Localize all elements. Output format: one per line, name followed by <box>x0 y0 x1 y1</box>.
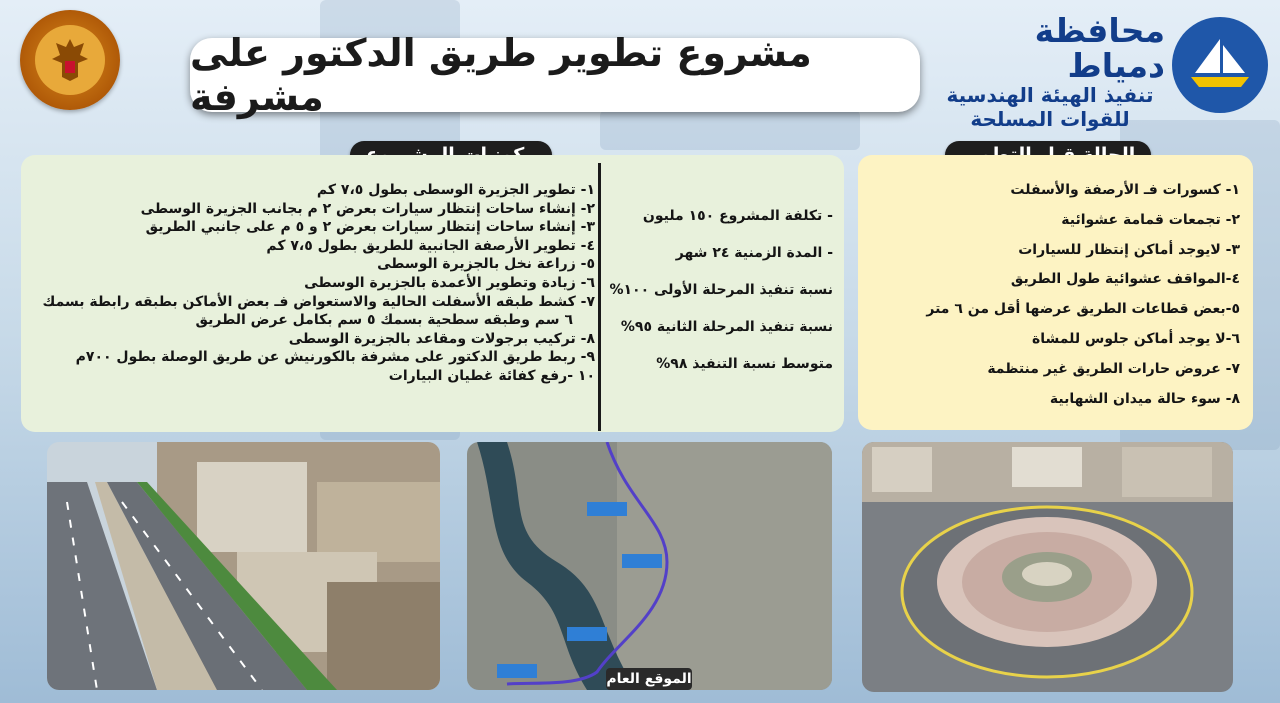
before-item: ١- كسورات فـ الأرصفة والأسفلت <box>1010 182 1240 198</box>
component-item: ٦ سم وطبقه سطحية بسمك ٥ سم بكامل عرض الطريق <box>195 312 573 329</box>
component-item: ٧- كشط طبقه الأسفلت الحالية والاستعواض فـ بعض الأماكن بطبقه رابطة بسمك <box>42 293 595 310</box>
before-item: ٤-المواقف عشوائية طول الطريق <box>1010 271 1240 288</box>
panel-divider <box>598 163 601 431</box>
component-item: ١- تطوير الجزيرة الوسطى بطول ٧،٥ كم <box>316 182 595 198</box>
component-item: ٦- زيادة وتطوير الأعمدة بالجزيرة الوسطى <box>304 274 595 291</box>
roundabout-photo <box>862 442 1233 692</box>
stat-cost: - تكلفة المشروع ١٥٠ مليون <box>642 208 833 224</box>
governorate-block <box>935 11 1165 132</box>
stat-phase1: نسبة تنفيذ المرحلة الأولى ١٠٠% <box>609 282 833 298</box>
title-banner <box>190 31 920 119</box>
before-item: ٦-لا يوجد أماكن جلوس للمشاة <box>1032 330 1240 347</box>
before-item: ٢- تجمعات قمامة عشوائية <box>1061 211 1240 228</box>
before-item: ٣- لايوجد أماكن إنتظار للسيارات <box>1018 241 1240 258</box>
stat-duration: - المدة الزمنية ٢٤ شهر <box>675 245 833 261</box>
stat-phase2: نسبة تنفيذ المرحلة الثانية ٩٥% <box>620 319 833 335</box>
sailboat-logo-icon <box>1172 17 1268 113</box>
component-item: ٤- تطوير الأرصفة الجانبية للطريق بطول ٧،٥ كم <box>266 237 595 254</box>
components-list <box>40 181 595 386</box>
egypt-eagle-emblem-icon <box>20 10 120 110</box>
site-map-photo <box>467 442 832 690</box>
governorate-name: محافظة دمياط <box>1034 11 1165 85</box>
executor-line-1: تنفيذ الهيئة الهندسية <box>946 83 1154 108</box>
road-photo <box>47 442 440 690</box>
before-list <box>870 176 1240 414</box>
component-item: ٨- تركيب برجولات ومقاعد بالجزيرة الوسطى <box>288 330 595 347</box>
component-item: ٢- إنشاء ساحات إنتظار سيارات بعرض ٢ م بجانب الجزيرة الوسطى <box>140 200 595 217</box>
component-item: ٣- إنشاء ساحات إنتظار سيارات بعرض ٢ و ٥ م على جانبي الطريق <box>145 219 595 236</box>
page-title: مشروع تطوير طريق الدكتور على مشرفة <box>190 31 812 119</box>
map-caption: الموقع العام <box>606 668 692 690</box>
executor-line-2: للقوات المسلحة <box>970 107 1130 132</box>
before-item: ٥-بعض قطاعات الطريق عرضها أقل من ٦ متر <box>926 301 1240 318</box>
project-stats <box>605 198 833 383</box>
before-item: ٧- عروض حارات الطريق غير منتظمة <box>987 360 1240 377</box>
before-item: ٨- سوء حالة ميدان الشهابية <box>1049 390 1240 407</box>
stat-average: متوسط نسبة التنفيذ ٩٨% <box>656 356 833 372</box>
component-item: ٥- زراعة نخل بالجزيرة الوسطى <box>377 256 595 273</box>
component-item: ٩- ربط طريق الدكتور على مشرفة بالكورنيش عن طريق الوصلة بطول ٧٠٠م <box>75 349 595 366</box>
component-item: ١٠ -رفع كفائة غطيان البيارات <box>388 367 595 384</box>
